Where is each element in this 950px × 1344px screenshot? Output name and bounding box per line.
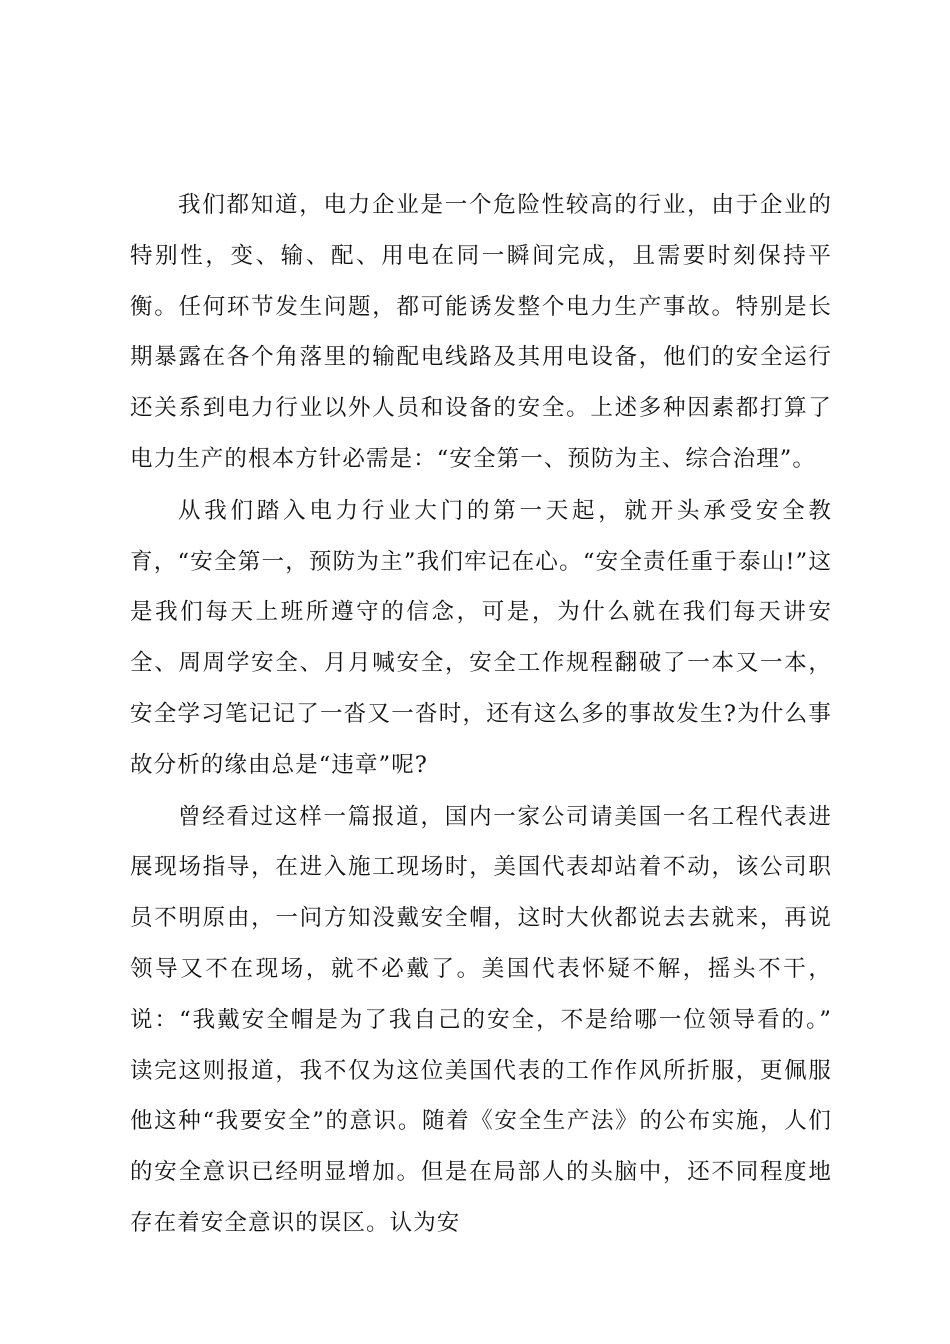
paragraph-2: 从我们踏入电力行业大门的第一天起，就开头承受安全教育，“安全第一，预防为主”我们牢记在心。“安全责任重于泰山!”这是我们每天上班所遵守的信念，可是，为什么就在我们每天讲安全、周周学安全、月月喊安全，安全工作规程翻破了一本又一本，安全学习笔记记了一沓又一沓时，还有这么多的事故发生?为什么事故分析的缘由总是“违章”呢?	[130, 497, 832, 778]
paragraph-3: 曾经看过这样一篇报道，国内一家公司请美国一名工程代表进展现场指导，在进入施工现场时，美国代表却站着不动，该公司职员不明原由，一问方知没戴安全帽，这时大伙都说去去就来，再说领导又不在现场，就不必戴了。美国代表怀疑不解，摇头不干，说：“我戴安全帽是为了我自己的安全，不是给哪一位领导看的。” 读完这则报道，我不仅为这位美国代表的工作作风所折服，更佩服他这种“我要安全”的意识。随着《安全生产法》的公布实施，人们的安全意识已经明显增加。但是在局部人的头脑中，还不同程度地存在着安全意识的误区。认为安	[130, 803, 832, 1236]
document-body	[130, 180, 832, 1250]
paragraph-1: 我们都知道，电力企业是一个危险性较高的行业，由于企业的特别性，变、输、配、用电在同一瞬间完成，且需要时刻保持平衡。任何环节发生问题，都可能诱发整个电力生产事故。特别是长期暴露在各个角落里的输配电线路及其用电设备，他们的安全运行还关系到电力行业以外人员和设备的安全。上述多种因素都打算了电力生产的根本方针必需是：“安全第一、预防为主、综合治理”。	[130, 192, 832, 472]
